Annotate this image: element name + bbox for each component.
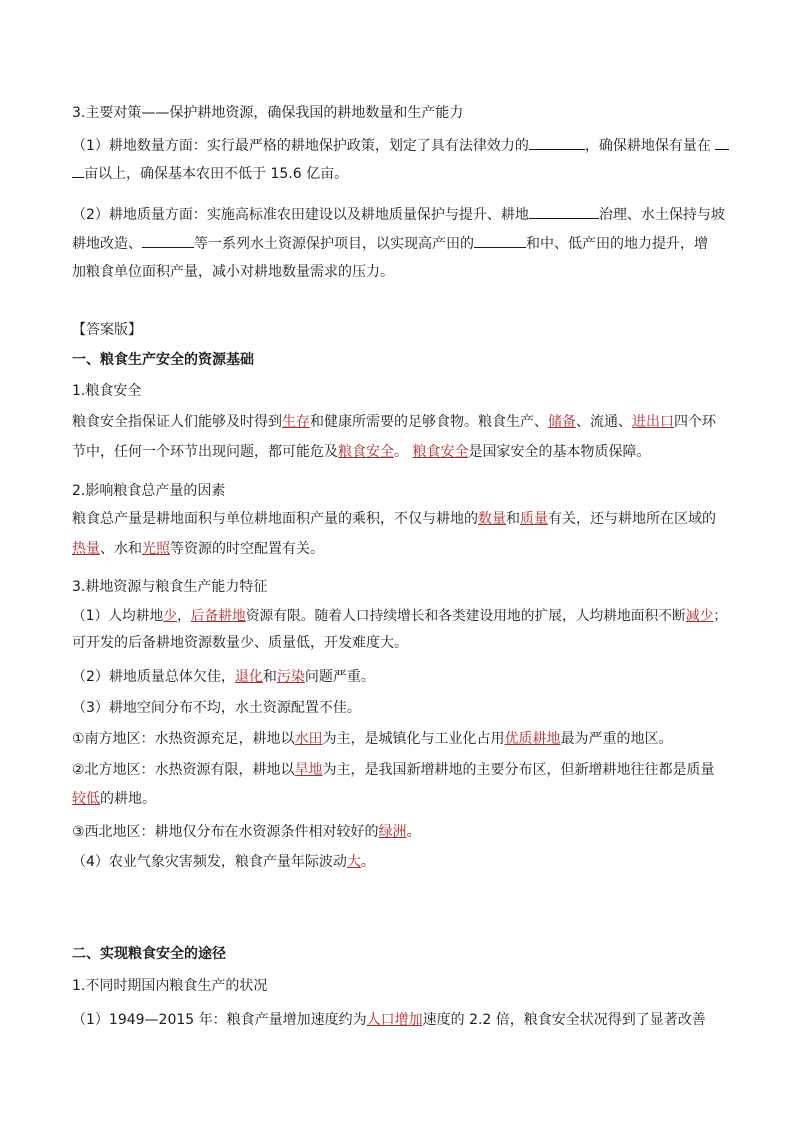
text-line <box>72 976 732 996</box>
answer-term: 少 <box>163 608 178 624</box>
answer-term: 优质耕地 <box>504 731 561 747</box>
text-segment: 粮食安全指保证人们能够及时得到 <box>72 414 282 430</box>
text-segment: 加粮食单位面积产量，减小对耕地数量需求的压力。 <box>72 264 394 280</box>
section-heading <box>72 944 732 964</box>
fill-in-blank <box>529 135 585 150</box>
text-segment: （1）1949—2015 年：粮食产量增加速度约为 <box>72 1012 367 1028</box>
text-segment: 和 <box>262 669 277 685</box>
text-line <box>72 103 732 123</box>
fill-in-blank <box>529 204 599 219</box>
text-line <box>72 509 732 529</box>
text-segment: 粮食总产量是耕地面积与单位耕地面积产量的乘积，不仅与耕地的 <box>72 511 478 527</box>
answer-term: 退化 <box>234 669 263 685</box>
text-segment: 是国家安全的基本物质保障。 <box>468 444 651 460</box>
fill-in-blank <box>474 233 526 248</box>
text-line <box>72 852 732 872</box>
text-segment: 速度的 2.2 倍，粮食安全状况得到了显著改善 <box>422 1012 706 1028</box>
text-line <box>72 577 732 597</box>
text-line <box>72 233 732 253</box>
answer-term: 减少 <box>685 608 714 624</box>
answer-term: 进出口 <box>632 414 674 430</box>
text-line <box>72 760 732 780</box>
text-segment: 亩以上，确保基本农田不低于 15.6 亿亩。 <box>84 166 349 182</box>
text-segment: 和中、低产田的地力提升，增 <box>526 236 708 252</box>
text-segment: （3）耕地空间分布不均，水土资源配置不佳。 <box>72 700 361 716</box>
text-line <box>72 667 732 687</box>
text-line <box>72 1010 732 1030</box>
text-segment: 四个环 <box>674 414 716 430</box>
text-segment: 、流通、 <box>576 414 632 430</box>
fill-in-blank <box>72 163 84 178</box>
text-segment: 3.主要对策——保护耕地资源，确保我国的耕地数量和生产能力 <box>72 105 464 121</box>
answer-term: 储备 <box>548 414 576 430</box>
text-line <box>72 822 732 842</box>
text-line <box>72 412 732 432</box>
text-segment: 。 <box>406 824 421 840</box>
answer-term: 污染 <box>276 669 305 685</box>
text-segment: ②北方地区：水热资源有限，耕地以 <box>72 762 295 778</box>
text-segment: 为主，是城镇化与工业化占用 <box>322 731 505 747</box>
section-heading <box>72 350 732 370</box>
text-segment: 1.粮食安全 <box>72 383 142 399</box>
text-segment: 、水和 <box>100 541 142 557</box>
text-segment: 最为严重的地区。 <box>560 731 673 747</box>
text-segment: ； <box>713 608 728 624</box>
text-segment: （1）人均耕地 <box>72 608 164 624</box>
text-line <box>72 606 732 626</box>
answer-term: 人口增加 <box>366 1012 423 1028</box>
text-segment: ，确保耕地保有量在 <box>584 138 716 154</box>
text-line <box>72 698 732 718</box>
text-segment: 的耕地。 <box>100 791 156 807</box>
answer-term: 粮食安全 <box>338 444 394 460</box>
fill-in-blank <box>142 233 194 248</box>
text-segment: 等资源的时空配置有关。 <box>170 541 324 557</box>
text-segment: 节中，任何一个环节出现问题，都可能危及 <box>72 444 338 460</box>
answer-term: 数量 <box>478 511 506 527</box>
text-segment: 二、实现粮食安全的途径 <box>72 946 226 962</box>
text-segment: 一、粮食生产安全的资源基础 <box>72 352 254 368</box>
answer-term: 质量 <box>520 511 548 527</box>
text-segment: 。 <box>394 444 413 460</box>
text-segment: ①南方地区：水热资源充足，耕地以 <box>72 731 295 747</box>
text-line <box>72 163 732 183</box>
text-segment: 和健康所需要的足够食物。粮食生产、 <box>310 414 548 430</box>
text-line <box>72 135 732 155</box>
answer-term: 热量 <box>72 541 100 557</box>
answer-term: 绿洲 <box>378 824 407 840</box>
text-line <box>72 320 732 340</box>
text-segment: 1.不同时期国内粮食生产的状况 <box>72 978 268 994</box>
answer-term: 水田 <box>294 731 323 747</box>
fill-in-blank <box>715 135 729 150</box>
text-line <box>72 204 732 224</box>
text-segment: 【答案版】 <box>72 322 142 338</box>
text-segment: 2.影响粮食总产量的因素 <box>72 483 226 499</box>
text-line <box>72 729 732 749</box>
text-segment: 可开发的后备耕地资源数量少、质量低，开发难度大。 <box>72 635 408 651</box>
text-line <box>72 381 732 401</box>
answer-term: 后备耕地 <box>190 608 246 624</box>
answer-term: 较低 <box>72 791 100 807</box>
answer-term: 旱地 <box>294 762 323 778</box>
text-segment: （2）耕地质量总体欠佳， <box>72 669 235 685</box>
answer-term: 大 <box>346 854 361 870</box>
text-segment: 资源有限。随着人口持续增长和各类建设用地的扩展，人均耕地面积不断 <box>245 608 686 624</box>
answer-term: 生存 <box>282 414 310 430</box>
text-line <box>72 633 732 653</box>
text-segment: 问题严重。 <box>304 669 375 685</box>
text-line <box>72 539 732 559</box>
text-segment: 有关，还与耕地所在区域的 <box>548 511 716 527</box>
answer-term: 粮食安全 <box>412 444 469 460</box>
text-segment: （2）耕地质量方面：实施高标准农田建设以及耕地质量保护与提升、耕地 <box>72 207 529 223</box>
text-line <box>72 262 732 282</box>
text-segment: 为主，是我国新增耕地的主要分布区，但新增耕地往往都是质量 <box>322 762 715 778</box>
text-segment: 。 <box>360 854 375 870</box>
text-line <box>72 442 732 462</box>
text-segment: （4）农业气象灾害频发，粮食产量年际波动 <box>72 854 347 870</box>
text-line <box>72 789 732 809</box>
text-segment: ③西北地区：耕地仅分布在水资源条件相对较好的 <box>72 824 379 840</box>
text-segment: 等一系列水土资源保护项目，以实现高产田的 <box>194 236 474 252</box>
answer-term: 光照 <box>142 541 170 557</box>
text-segment: 3.耕地资源与粮食生产能力特征 <box>72 579 268 595</box>
text-segment: 治理、水土保持与坡 <box>598 207 725 223</box>
text-segment: 耕地改造、 <box>72 236 142 252</box>
text-segment: 和 <box>506 511 520 527</box>
text-segment: ， <box>177 608 191 624</box>
text-segment: （1）耕地数量方面：实行最严格的耕地保护政策，划定了具有法律效力的 <box>72 138 529 154</box>
text-line <box>72 481 732 501</box>
